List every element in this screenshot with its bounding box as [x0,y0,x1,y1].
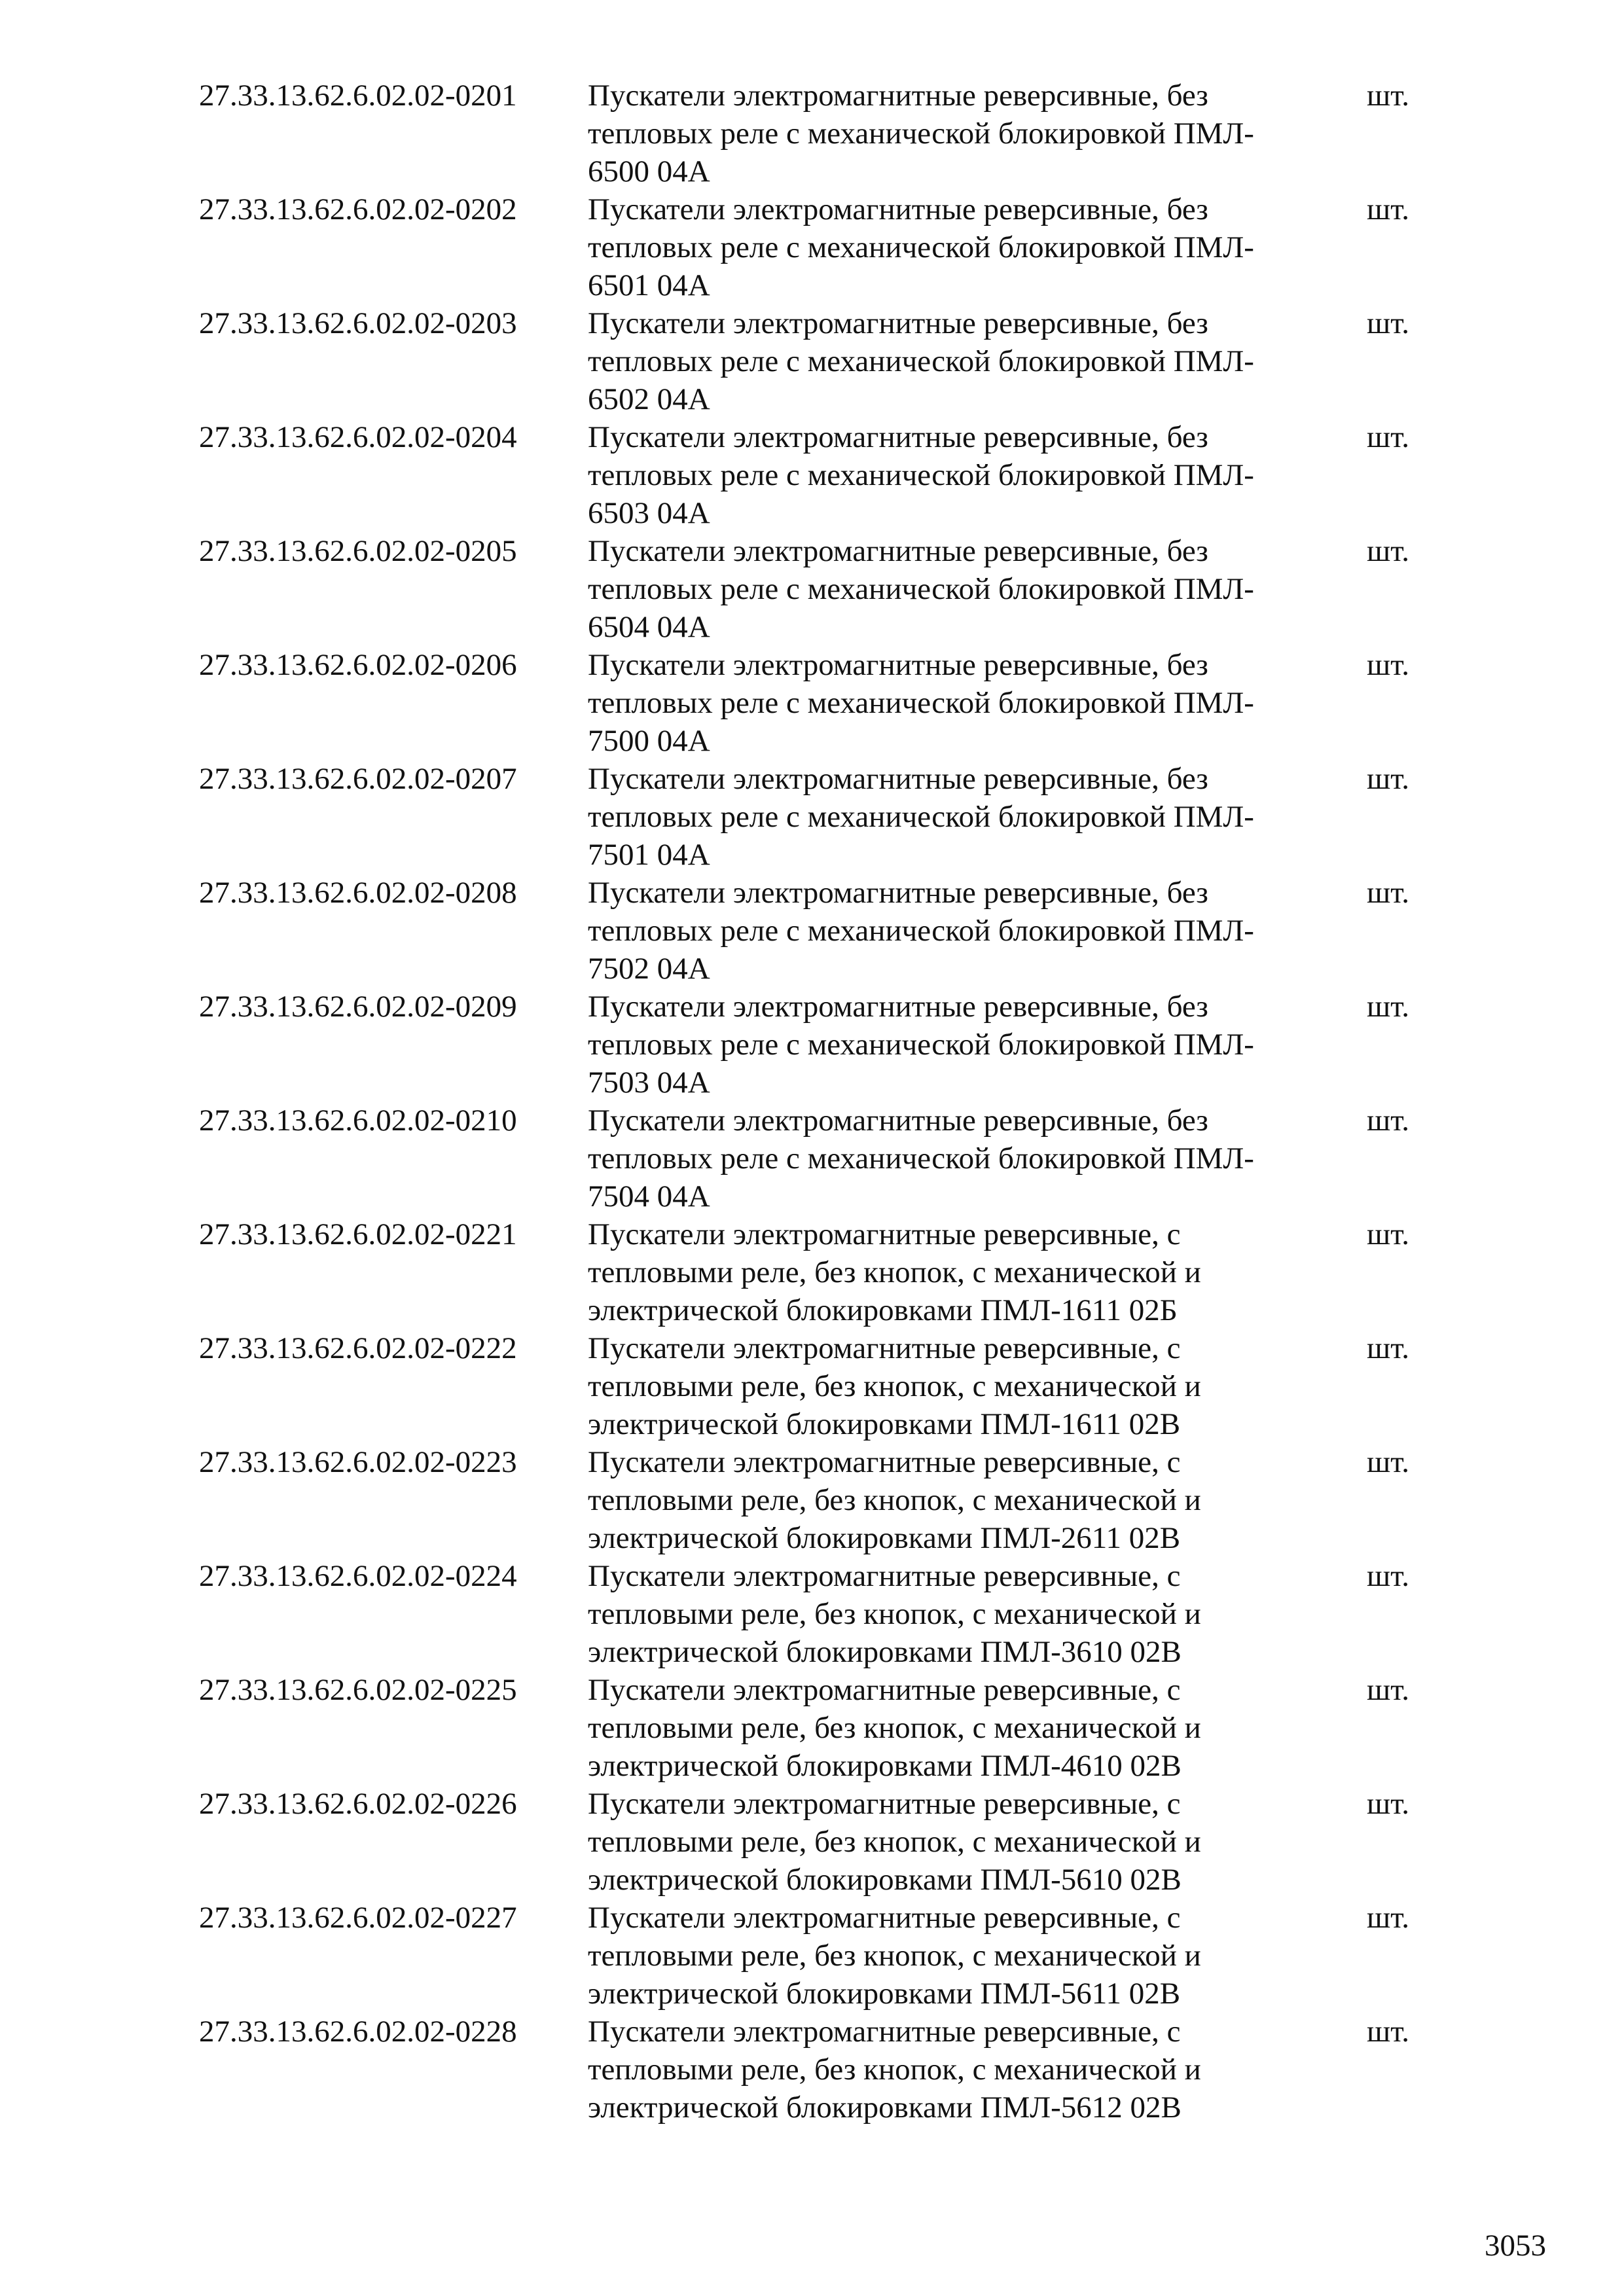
item-description [588,1102,1341,1215]
item-unit: шт. [1367,192,1409,226]
description-line: тепловыми реле, без кнопок, с механической и [588,1711,1201,1745]
item-unit: шт. [1367,534,1409,568]
item-description [588,2013,1341,2126]
description-line: Пускатели электромагнитные реверсивные, с [588,1787,1181,1821]
table-row [0,1215,1624,1329]
description-line: тепловых реле с механической блокировкой ПМЛ- [588,572,1254,606]
item-description [588,1329,1341,1443]
description-line: Пускатели электромагнитные реверсивные, с [588,1217,1181,1251]
description-line: 6500 04А [588,154,710,188]
item-unit: шт. [1367,762,1409,796]
description-line: тепловыми реле, без кнопок, с механической и [588,2053,1201,2087]
description-line: 7504 04А [588,1179,710,1213]
description-line: Пускатели электромагнитные реверсивные, с [588,1673,1181,1707]
description-line: тепловых реле с механической блокировкой ПМЛ- [588,1028,1254,1062]
description-line: тепловыми реле, без кнопок, с механической и [588,1597,1201,1631]
description-line: тепловыми реле, без кнопок, с механической и [588,1939,1201,1973]
description-line: тепловых реле с механической блокировкой ПМЛ- [588,458,1254,492]
item-code: 27.33.13.62.6.02.02-0224 [199,1559,517,1593]
description-line: Пускатели электромагнитные реверсивные, без [588,876,1208,910]
table-row [0,304,1624,418]
item-code: 27.33.13.62.6.02.02-0221 [199,1217,517,1251]
item-code: 27.33.13.62.6.02.02-0202 [199,192,517,226]
item-description [588,418,1341,532]
item-description [588,646,1341,760]
description-line: тепловых реле с механической блокировкой ПМЛ- [588,686,1254,720]
item-code: 27.33.13.62.6.02.02-0226 [199,1787,517,1821]
description-line: 6503 04А [588,496,710,530]
description-line: Пускатели электромагнитные реверсивные, без [588,420,1208,454]
item-description [588,1215,1341,1329]
item-unit: шт. [1367,1559,1409,1593]
table-row [0,874,1624,988]
item-description [588,760,1341,874]
item-description [588,1443,1341,1557]
table-row [0,760,1624,874]
item-code: 27.33.13.62.6.02.02-0222 [199,1331,517,1365]
item-unit: шт. [1367,1445,1409,1479]
item-unit: шт. [1367,1673,1409,1707]
item-unit: шт. [1367,420,1409,454]
item-description [588,304,1341,418]
item-code: 27.33.13.62.6.02.02-0204 [199,420,517,454]
description-line: Пускатели электромагнитные реверсивные, без [588,534,1208,568]
description-line: 6502 04А [588,382,710,416]
item-unit: шт. [1367,1103,1409,1138]
table-row [0,418,1624,532]
item-unit: шт. [1367,876,1409,910]
description-line: тепловых реле с механической блокировкой ПМЛ- [588,344,1254,378]
description-line: тепловых реле с механической блокировкой ПМЛ- [588,117,1254,151]
description-line: тепловых реле с механической блокировкой ПМЛ- [588,1141,1254,1175]
description-line: Пускатели электромагнитные реверсивные, без [588,648,1208,682]
table-row [0,1102,1624,1215]
item-description [588,1671,1341,1785]
description-line: тепловыми реле, без кнопок, с механической и [588,1825,1201,1859]
description-line: Пускатели электромагнитные реверсивные, с [588,1559,1181,1593]
page-number: 3053 [1485,2229,1546,2263]
price-list-table [0,77,1624,2126]
description-line: Пускатели электромагнитные реверсивные, без [588,79,1208,113]
description-line: тепловых реле с механической блокировкой ПМЛ- [588,230,1254,264]
table-row [0,646,1624,760]
description-line: Пускатели электромагнитные реверсивные, с [588,2015,1181,2049]
description-line: 7502 04А [588,952,710,986]
table-row [0,1785,1624,1899]
table-row [0,1899,1624,2013]
description-line: 7503 04А [588,1066,710,1100]
description-line: тепловыми реле, без кнопок, с механической и [588,1483,1201,1517]
item-code: 27.33.13.62.6.02.02-0209 [199,990,517,1024]
table-row [0,1671,1624,1785]
table-row [0,77,1624,190]
item-description [588,1785,1341,1899]
item-unit: шт. [1367,79,1409,113]
description-line: 6504 04А [588,610,710,644]
item-code: 27.33.13.62.6.02.02-0207 [199,762,517,796]
item-code: 27.33.13.62.6.02.02-0210 [199,1103,517,1138]
item-description [588,874,1341,988]
item-description [588,532,1341,646]
table-row [0,1329,1624,1443]
item-code: 27.33.13.62.6.02.02-0201 [199,79,517,113]
description-line: Пускатели электромагнитные реверсивные, без [588,1103,1208,1138]
description-line: электрической блокировками ПМЛ-5612 02В [588,2090,1182,2125]
description-line: Пускатели электромагнитные реверсивные, без [588,762,1208,796]
item-description [588,77,1341,190]
item-unit: шт. [1367,1331,1409,1365]
item-code: 27.33.13.62.6.02.02-0206 [199,648,517,682]
description-line: Пускатели электромагнитные реверсивные, с [588,1901,1181,1935]
item-unit: шт. [1367,1901,1409,1935]
item-unit: шт. [1367,2015,1409,2049]
description-line: электрической блокировками ПМЛ-5611 02В [588,1977,1181,2011]
item-code: 27.33.13.62.6.02.02-0205 [199,534,517,568]
table-row [0,988,1624,1102]
item-unit: шт. [1367,1787,1409,1821]
description-line: 6501 04А [588,268,710,302]
description-line: Пускатели электромагнитные реверсивные, без [588,192,1208,226]
item-description [588,988,1341,1102]
description-line: электрической блокировками ПМЛ-3610 02В [588,1635,1182,1669]
item-description [588,190,1341,304]
item-code: 27.33.13.62.6.02.02-0225 [199,1673,517,1707]
table-row [0,1557,1624,1671]
description-line: Пускатели электромагнитные реверсивные, с [588,1331,1181,1365]
description-line: тепловых реле с механической блокировкой ПМЛ- [588,800,1254,834]
description-line: тепловыми реле, без кнопок, с механической и [588,1255,1201,1289]
table-row [0,1443,1624,1557]
item-unit: шт. [1367,648,1409,682]
description-line: 7501 04А [588,838,710,872]
item-code: 27.33.13.62.6.02.02-0203 [199,306,517,340]
description-line: электрической блокировками ПМЛ-5610 02В [588,1863,1182,1897]
description-line: тепловыми реле, без кнопок, с механической и [588,1369,1201,1403]
description-line: электрической блокировками ПМЛ-1611 02Б [588,1293,1178,1327]
item-description [588,1557,1341,1671]
description-line: 7500 04А [588,724,710,758]
table-row [0,532,1624,646]
item-unit: шт. [1367,1217,1409,1251]
item-code: 27.33.13.62.6.02.02-0223 [199,1445,517,1479]
table-row [0,2013,1624,2126]
item-code: 27.33.13.62.6.02.02-0227 [199,1901,517,1935]
item-code: 27.33.13.62.6.02.02-0208 [199,876,517,910]
item-unit: шт. [1367,990,1409,1024]
description-line: электрической блокировками ПМЛ-4610 02В [588,1749,1182,1783]
item-description [588,1899,1341,2013]
description-line: электрической блокировками ПМЛ-1611 02В [588,1407,1181,1441]
description-line: тепловых реле с механической блокировкой ПМЛ- [588,914,1254,948]
table-row [0,190,1624,304]
item-unit: шт. [1367,306,1409,340]
item-code: 27.33.13.62.6.02.02-0228 [199,2015,517,2049]
description-line: электрической блокировками ПМЛ-2611 02В [588,1521,1181,1555]
description-line: Пускатели электромагнитные реверсивные, без [588,990,1208,1024]
description-line: Пускатели электромагнитные реверсивные, с [588,1445,1181,1479]
description-line: Пускатели электромагнитные реверсивные, без [588,306,1208,340]
